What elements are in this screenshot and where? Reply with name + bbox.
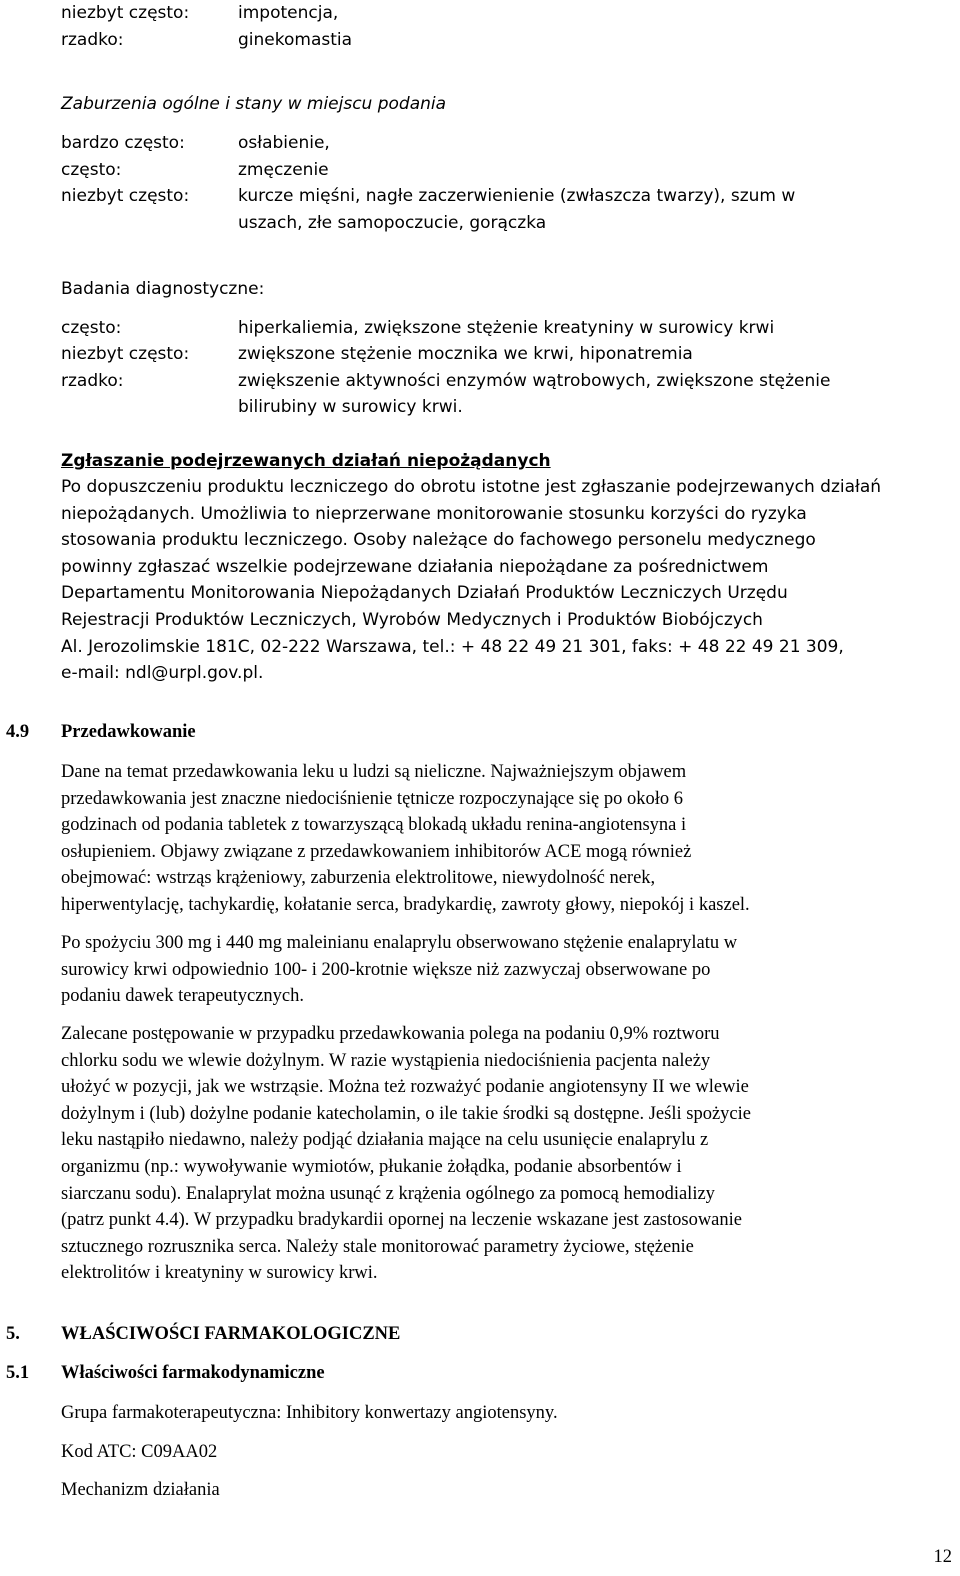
effect-text: uszach, złe samopoczucie, gorączka [238, 213, 547, 233]
reporting-title: Zgłaszanie podejrzewanych działań niepożądanych [61, 451, 551, 471]
text-line: godzinach od podania tabletek z towarzyszącą blokadą układu renina-angiotensyna i [61, 815, 687, 836]
text-line: osłupieniem. Objawy związane z przedawkowaniem inhibitorów ACE mogą również [61, 841, 692, 862]
text-line: Rejestracji Produktów Leczniczych, Wyrobów Medycznych i Produktów Biobójczych [61, 609, 763, 630]
effect-text: zwiększone stężenie mocznika we krwi, hiponatremia [238, 344, 693, 364]
text-line: przedawkowania jest znaczne niedociśnienie tętnicze rozpoczynające się po około 6 [61, 788, 684, 809]
overdose-paragraph-3 [61, 1021, 941, 1287]
text-line: dożylnym i (lub) dożylne podanie katecholamin, o ile takie środki są dostępne. Jeśli spożycie [61, 1103, 751, 1124]
frequency-label: rzadko: [61, 371, 124, 391]
text-line: hiperwentylację, tachykardię, kołatanie serca, bradykardię, zawroty głowy, niepokój i kaszel. [61, 894, 750, 915]
text-line: ułożyć w pozycji, jak we wstrząsie. Można też rozważyć podanie angiotensyny II we wlewie [61, 1077, 749, 1098]
text-line: organizmu (np.: wywoływanie wymiotów, płukanie żołądka, podanie absorbentów i [61, 1156, 682, 1177]
text-line: podaniu dawek terapeutycznych. [61, 986, 304, 1007]
frequency-label: niezbyt często: [61, 3, 190, 23]
atc-code: Kod ATC: C09AA02 [61, 1442, 218, 1462]
text-line: Zalecane postępowanie w przypadku przedawkowania polega na podaniu 0,9% roztworu [61, 1024, 720, 1044]
effect-text: ginekomastia [238, 29, 353, 50]
text-line: Dane na temat przedawkowania leku u ludzi są nieliczne. Najważniejszym objawem [61, 762, 687, 782]
text-line: elektrolitów i kreatyniny w surowicy krwi. [61, 1263, 378, 1284]
text-line: sztucznego rozrusznika serca. Należy stale monitorować parametry życiowe, stężenie [61, 1236, 694, 1257]
section-title: Przedawkowanie [61, 722, 196, 742]
text-line: niepożądanych. Umożliwia to nieprzerwane monitorowanie stosunku korzyści do ryzyka [61, 503, 807, 524]
therapeutic-group: Grupa farmakoterapeutyczna: Inhibitory konwertazy angiotensyny. [61, 1403, 558, 1423]
effect-text: osłabienie, [238, 133, 330, 153]
frequency-label: bardzo często: [61, 133, 185, 153]
effect-text: zwiększenie aktywności enzymów wątrobowych, zwiększone stężenie [238, 371, 831, 391]
section-number: 5.1 [6, 1363, 30, 1383]
text-line: Po dopuszczeniu produktu leczniczego do obrotu istotne jest zgłaszanie podejrzewanych działań [61, 477, 882, 497]
section-title: Właściwości farmakodynamiczne [61, 1363, 325, 1383]
text-line: powinny zgłaszać wszelkie podejrzewane działania niepożądane za pośrednictwem [61, 556, 769, 577]
text-line: chlorku sodu we wlewie dożylnym. W razie wystąpienia niedociśnienia pacjenta należy [61, 1050, 711, 1071]
text-line: surowicy krwi odpowiednio 100- i 200-krotnie większe niż zazwyczaj obserwowane po [61, 959, 711, 980]
frequency-label: niezbyt często: [61, 186, 190, 206]
mechanism-heading: Mechanizm działania [61, 1480, 220, 1500]
text-line: siarczanu sodu). Enalaprylat można usunąć z krążenia ogólnego za pomocą hemodializy [61, 1183, 715, 1204]
effect-text: kurcze mięśni, nagłe zaczerwienienie (zwłaszcza twarzy), szum w [238, 186, 796, 206]
reporting-body [61, 474, 941, 687]
effect-text: hiperkaliemia, zwiększone stężenie kreatyniny w surowicy krwi [238, 318, 775, 338]
section-title: WŁAŚCIWOŚCI FARMAKOLOGICZNE [61, 1324, 401, 1344]
section-subtitle: Badania diagnostyczne: [61, 279, 265, 299]
section-number: 4.9 [6, 722, 30, 742]
overdose-paragraph-1 [61, 759, 941, 919]
text-line: (patrz punkt 4.4). W przypadku bradykardii opornej na leczenie wskazane jest zastosowanie [61, 1210, 742, 1231]
text-line: obejmować: wstrząs krążeniowy, zaburzenia elektrolitowe, niewydolność nerek, [61, 868, 656, 889]
text-line: leku nastąpiło niedawno, należy podjąć działania mające na celu usunięcie enalaprylu z [61, 1130, 709, 1151]
overdose-paragraph-2 [61, 930, 941, 1010]
frequency-label: często: [61, 318, 122, 338]
section-subtitle: Zaburzenia ogólne i stany w miejscu podania [61, 94, 447, 114]
frequency-label: rzadko: [61, 29, 124, 50]
text-line: Al. Jerozolimskie 181C, 02-222 Warszawa, tel.: + 48 22 49 21 301, faks: + 48 22 49 21 309, [61, 636, 844, 657]
text-line: stosowania produktu leczniczego. Osoby należące do fachowego personelu medycznego [61, 530, 816, 551]
effect-text: bilirubiny w surowicy krwi. [238, 397, 463, 417]
text-line: Departamentu Monitorowania Niepożądanych Działań Produktów Leczniczych Urzędu [61, 583, 788, 604]
page-number: 12 [933, 1547, 952, 1567]
section-number: 5. [6, 1324, 20, 1344]
effect-text: zmęczenie [238, 160, 329, 180]
frequency-label: niezbyt często: [61, 344, 190, 364]
frequency-label: często: [61, 160, 122, 180]
text-line: Po spożyciu 300 mg i 440 mg maleinianu enalaprylu obserwowano stężenie enalaprylatu w [61, 933, 738, 953]
effect-text: impotencja, [238, 3, 339, 23]
text-line: e-mail: ndl@urpl.gov.pl. [61, 663, 264, 684]
